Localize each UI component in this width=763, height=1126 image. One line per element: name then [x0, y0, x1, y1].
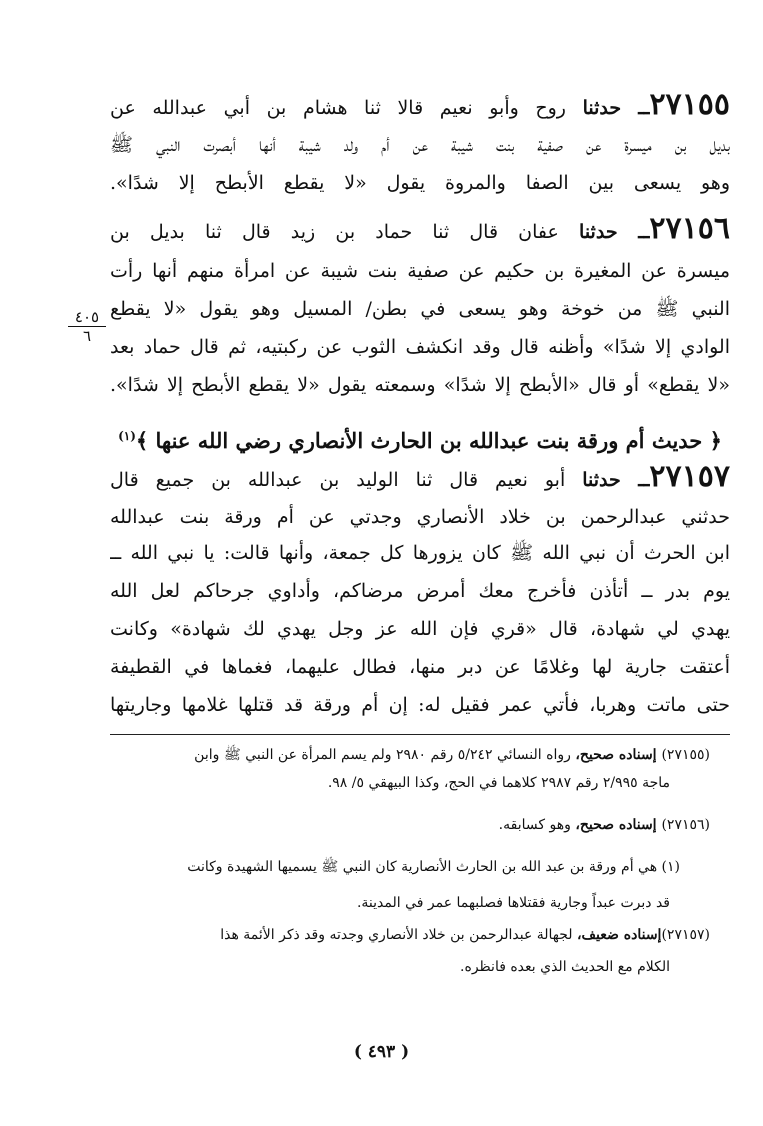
- hadith-text: يوم بدر ــ أتأذن فأخرج معك أمرض مرضاكم، وأداوي جرحاكم لعل الله: [110, 580, 730, 602]
- section-title-note: (١): [118, 429, 136, 443]
- footnote-text: هي أم ورقة بن عبد الله بن الحارث الأنصارية كان النبي ﷺ يسميها الشهيدة وكانت: [187, 859, 662, 875]
- hadith-text: روح وأبو نعيم قالا ثنا هشام بن أبي عبدالله عن: [110, 97, 583, 119]
- section-title-text: ﴿ حديث أم ورقة بنت عبدالله بن الحارث الأنصاري رضي الله عنها ﴾: [135, 428, 722, 453]
- hadith-line: [110, 612, 730, 646]
- footnote-text: لجهالة عبدالرحمن بن خلاد الأنصاري وجدته وقد ذكر الأئمة هذا: [220, 927, 578, 943]
- footnote-keyword: إسناده ضعيف،: [577, 927, 662, 943]
- hadith-text: «لا يقطع» أو قال «الأبطح إلا شدًا» وسمعته يقول «لا يقطع الأبطح إلا شدًا».: [110, 374, 730, 396]
- hadith-line: [110, 536, 730, 570]
- hadith-line: [110, 574, 730, 608]
- hadith-line: [110, 166, 730, 200]
- footnote: [110, 814, 710, 836]
- hadith-line: [110, 128, 730, 162]
- hadith-text: وهو يسعى بين الصفا والمروة يقول «لا يقطع الأبطح إلا شدًا».: [110, 172, 730, 194]
- footnote-text: ماجة ٢/٩٩٥ رقم ٢٩٨٧ كلاهما في الحج، وكذا البيهقي ٥/ ٩٨.: [327, 775, 670, 791]
- hadith-text: بديل بن ميسرة عن صفية بنت شيبة عن أم ولد شيبة أنها أبصرت النبي ﷺ: [110, 134, 730, 156]
- footnote-continuation: [110, 892, 670, 914]
- hadith-line: [110, 368, 730, 402]
- hadith-line: [110, 688, 730, 722]
- hadith-number: ٢٧١٥٧: [649, 460, 730, 494]
- hadith-text: النبي ﷺ من خوخة وهو يسعى في بطن/ المسيل وهو يقول «لا يقطع: [110, 298, 730, 320]
- footnote-ref: (٢٧١٥٦): [661, 817, 710, 833]
- margin-reference-volume: ٤٠٥: [68, 308, 106, 327]
- footnote-text: وهو كسابقه.: [498, 817, 576, 833]
- hadith-text: ميسرة عن المغيرة بن حكيم عن صفية بنت شيبة عن امرأة منهم أنها رأت: [110, 260, 730, 282]
- hadith-text: أبو نعيم قال ثنا الوليد بن عبدالله بن جميع قال: [110, 469, 583, 491]
- footnote: [110, 924, 710, 946]
- hadith-text: ابن الحرث أن نبي الله ﷺ كان يزورها كل جمعة، وأنها قالت: يا نبي الله ــ: [110, 542, 730, 564]
- footnote-continuation: [110, 956, 670, 978]
- hadith-line: [110, 500, 730, 534]
- hadith-keyword: ــ حدثنا: [579, 221, 650, 243]
- hadith-line: [110, 212, 730, 246]
- footnote-text: الكلام مع الحديث الذي بعده فانظره.: [460, 959, 670, 975]
- footnote-continuation: [110, 772, 670, 794]
- hadith-text: حدثني عبدالرحمن بن خلاد الأنصاري وجدتي عن أم ورقة بنت عبدالله: [110, 506, 730, 528]
- footnote-keyword: إسناده صحيح،: [575, 747, 662, 763]
- hadith-line: [110, 330, 730, 364]
- hadith-text: عفان قال ثنا حماد بن زيد قال ثنا بديل بن: [110, 221, 580, 243]
- footnote-text: رواه النسائي ٥/٢٤٢ رقم ٢٩٨٠ ولم يسم المرأة عن النبي ﷺ وابن: [194, 747, 576, 763]
- footnote-ref: (٢٧١٥٧): [661, 927, 710, 943]
- hadith-line: [110, 650, 730, 684]
- footnote-text: قد دبرت عبداً وجارية فقتلاها فصلبهما عمر في المدينة.: [356, 895, 670, 911]
- hadith-line: [110, 292, 730, 326]
- page-number: ( ٤٩٣ ): [353, 1042, 410, 1062]
- hadith-text: يهدي لي شهادة، قال «قري فإن الله عز وجل يهدي لك شهادة» وكانت: [110, 618, 730, 640]
- hadith-keyword: ــ حدثنا: [582, 97, 650, 119]
- margin-reference: [68, 308, 106, 345]
- hadith-line: [110, 88, 730, 122]
- hadith-number: ٢٧١٥٦: [649, 212, 730, 246]
- footnote-keyword: إسناده صحيح،: [575, 817, 662, 833]
- hadith-text: أعتقت جارية لها وغلامًا عن دبر منها، فطال عليهما، فغماها في القطيفة: [110, 656, 730, 678]
- footnote: [110, 856, 680, 878]
- hadith-keyword: ــ حدثنا: [582, 469, 650, 491]
- hadith-text: حتى ماتت وهربا، فأتي عمر فقيل له: إن أم ورقة قد قتلها غلامها وجاريتها: [110, 694, 730, 716]
- margin-reference-page: ٦: [82, 327, 92, 345]
- footnote-divider: [110, 734, 730, 735]
- footnote-ref: (١): [661, 859, 680, 875]
- hadith-line: [110, 460, 730, 494]
- footnote: [110, 744, 710, 766]
- section-title: [110, 418, 730, 454]
- hadith-number: ٢٧١٥٥: [649, 88, 730, 122]
- footnote-ref: (٢٧١٥٥): [661, 747, 710, 763]
- hadith-text: الوادي إلا شدًا» وأظنه قال وقد انكشف الثوب عن ركبتيه، ثم قال حماد بعد: [110, 336, 730, 358]
- hadith-line: [110, 254, 730, 288]
